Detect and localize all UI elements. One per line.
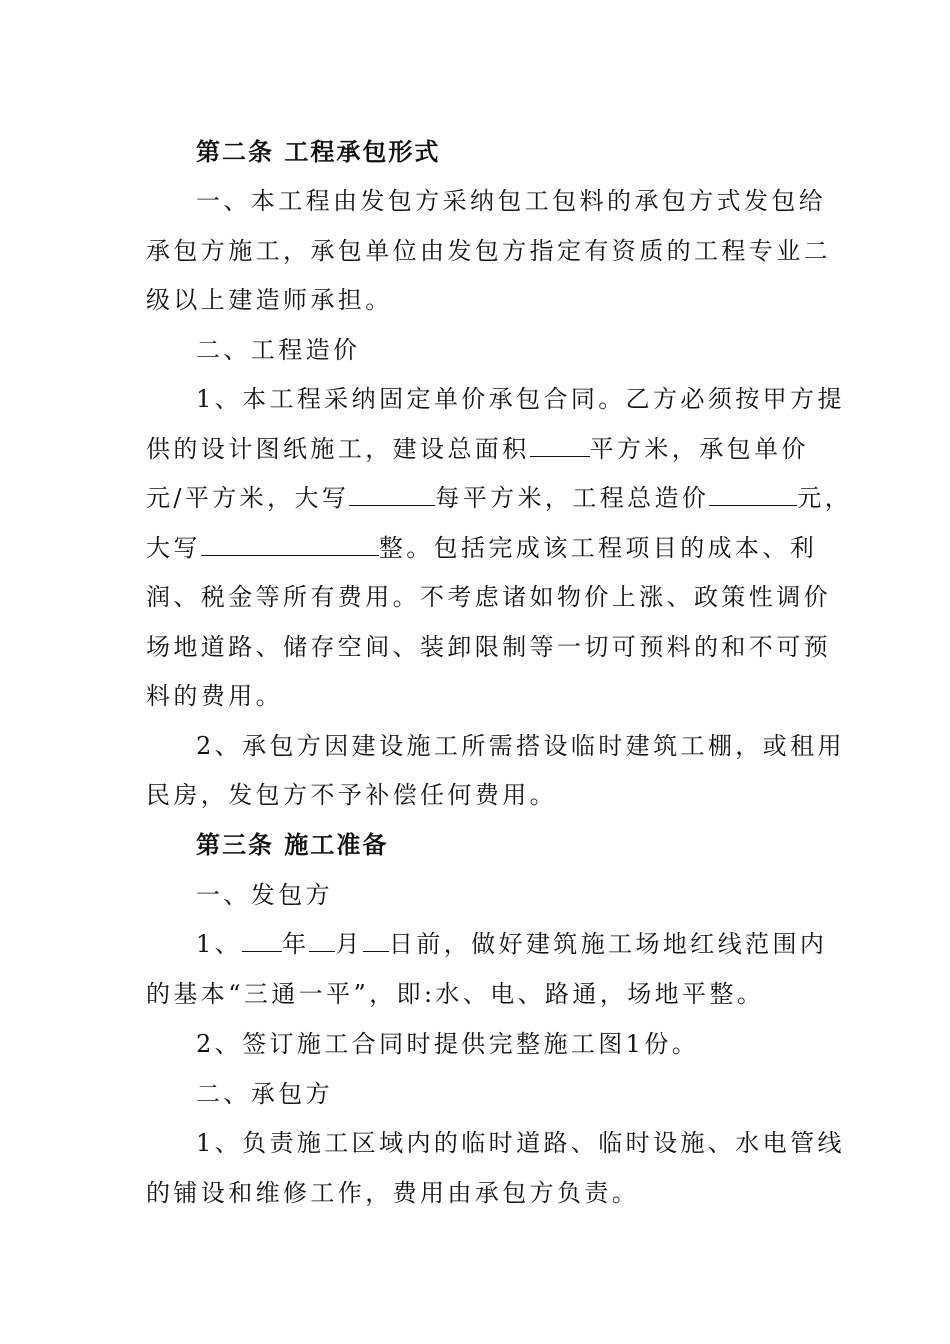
fill-blank-total-words[interactable] <box>201 535 379 556</box>
text-segment: 年 <box>282 930 310 958</box>
paragraph-line: 1、本工程采纳固定单价承包合同。乙方必须按甲方提 <box>196 385 845 413</box>
paragraph-line: 1、负责施工区域内的临时道路、临时设施、水电管线 <box>196 1129 845 1157</box>
text-segment: 整。包括完成该工程项目的成本、利 <box>378 534 818 562</box>
paragraph-line: 的铺设和维修工作，费用由承包方负责。 <box>146 1179 640 1207</box>
text-segment: 平方米，承包单价 <box>589 435 809 463</box>
fill-blank-total-price[interactable] <box>709 485 797 506</box>
text-segment: 大写 <box>146 534 201 562</box>
section-heading: 二、承包方 <box>196 1080 333 1108</box>
fill-blank-area[interactable] <box>530 436 590 457</box>
paragraph-line <box>146 533 826 563</box>
paragraph-line: 场地道路、储存空间、装卸限制等一切可预料的和不可预 <box>146 633 831 661</box>
section-heading: 二、工程造价 <box>196 336 361 364</box>
paragraph-line: 润、税金等所有费用。不考虑诸如物价上涨、政策性调价 <box>146 583 831 611</box>
paragraph-line: 承包方施工，承包单位由发包方指定有资质的工程专业二 <box>146 237 831 265</box>
section-heading: 一、发包方 <box>196 881 333 909</box>
paragraph-line: 2、承包方因建设施工所需搭设临时建筑工棚，或租用 <box>196 732 845 760</box>
paragraph-line: 的基本“三通一平”，即:水、电、路通，场地平整。 <box>146 980 765 1008</box>
text-segment: 元/平方米，大写 <box>146 484 350 512</box>
paragraph-line: 一、本工程由发包方采纳包工包料的承包方式发包给 <box>196 187 827 215</box>
text-segment: 日前，做好建筑施工场地红线范围内 <box>388 930 828 958</box>
paragraph-line: 民房，发包方不予补偿任何费用。 <box>146 781 557 809</box>
text-segment: 供的设计图纸施工，建设总面积 <box>146 435 530 463</box>
fill-blank-day[interactable] <box>363 931 389 952</box>
paragraph-line <box>146 434 826 464</box>
paragraph-line <box>146 483 853 513</box>
paragraph-line: 2、签订施工合同时提供完整施工图1份。 <box>196 1030 700 1058</box>
text-segment: 元， <box>797 484 853 512</box>
article-3-heading: 第三条 施工准备 <box>196 830 389 859</box>
paragraph-line: 级以上建造师承担。 <box>146 286 393 314</box>
fill-blank-amount-words[interactable] <box>349 485 435 506</box>
fill-blank-year[interactable] <box>242 931 282 952</box>
article-2-heading: 第二条 工程承包形式 <box>196 137 441 166</box>
paragraph-line: 料的费用。 <box>146 682 283 710</box>
fill-blank-month[interactable] <box>309 931 335 952</box>
text-segment: 1、 <box>196 930 243 958</box>
text-segment: 每平方米，工程总造价 <box>435 484 710 512</box>
paragraph-line <box>196 929 876 959</box>
text-segment: 月 <box>335 930 363 958</box>
